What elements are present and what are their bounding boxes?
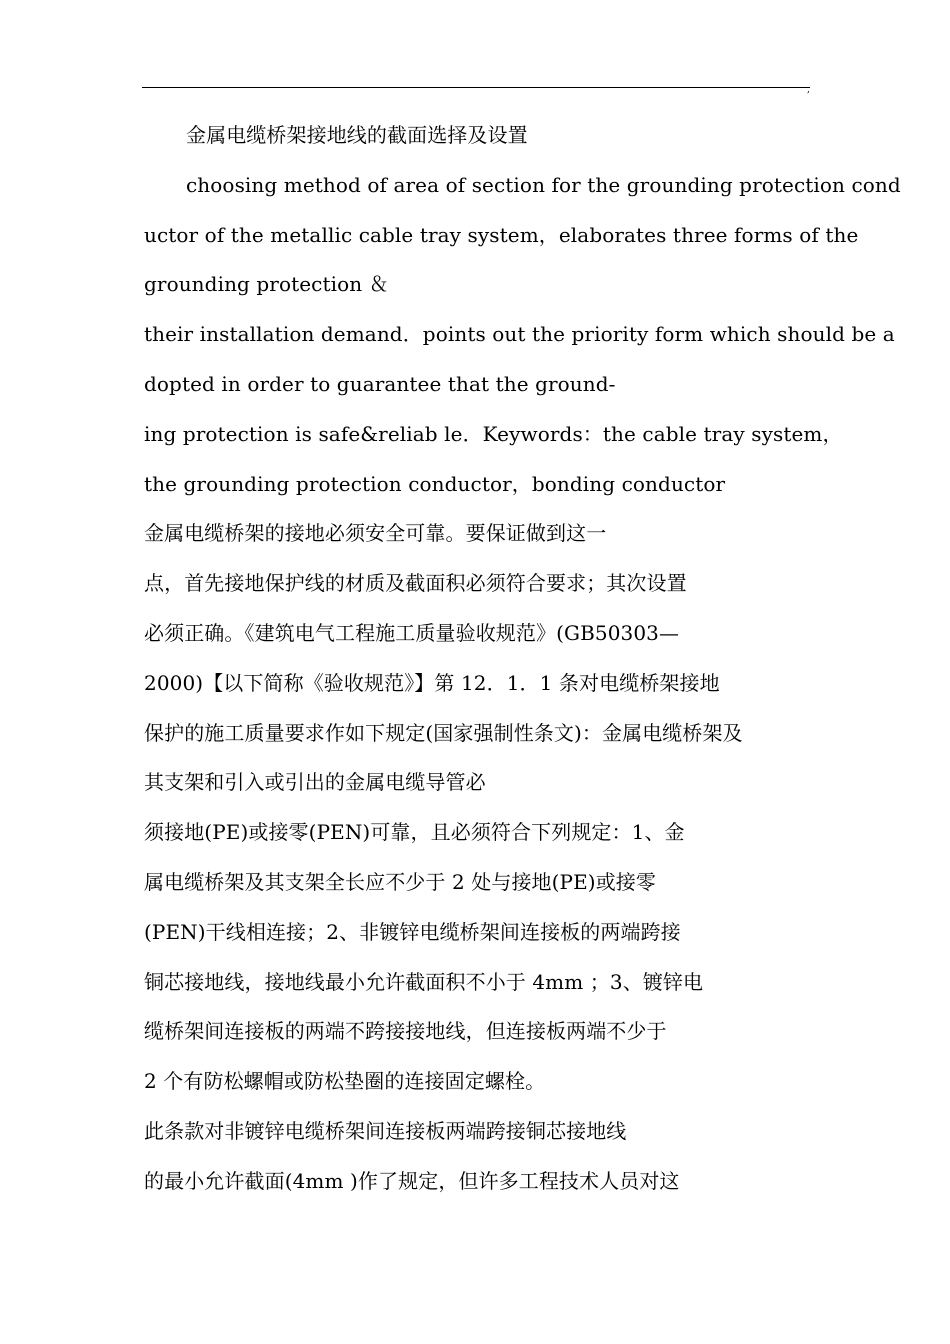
header-rule-mark: ,: [807, 85, 810, 95]
text-line: grounding protection ＆: [144, 272, 389, 297]
text-line: 2000)【以下简称《验收规范》】第 12．1．1 条对电缆桥架接地: [144, 670, 720, 695]
document-body: [144, 111, 901, 1207]
text-line: choosing method of area of section for the grounding protection cond: [186, 172, 901, 197]
text-line: uctor of the metallic cable tray system，elaborates three forms of the: [144, 222, 859, 247]
document-title: 金属电缆桥架接地线的截面选择及设置: [186, 123, 528, 147]
text-line: 其支架和引入或引出的金属电缆导管必: [144, 770, 486, 795]
text-line: 缆桥架间连接板的两端不跨接接地线，但连接板两端不少于: [144, 1019, 667, 1044]
text-line: 2 个有防松螺帽或防松垫圈的连接固定螺栓。: [144, 1069, 546, 1094]
header-rule: [142, 87, 810, 88]
text-line: the grounding protection conductor，bonding conductor: [144, 471, 726, 496]
text-line: 保护的施工质量要求作如下规定(国家强制性条文)：金属电缆桥架及: [144, 720, 743, 745]
text-line: 点，首先接地保护线的材质及截面积必须符合要求；其次设置: [144, 571, 687, 596]
text-line: their installation demand．points out the priority form which should be a: [144, 322, 895, 347]
text-line: 此条款对非镀锌电缆桥架间连接板两端跨接铜芯接地线: [144, 1118, 627, 1143]
text-line: 须接地(PE)或接零(PEN)可靠，且必须符合下列规定：1、金: [144, 820, 685, 845]
text-line: 必须正确。《建筑电气工程施工质量验收规范》(GB50303—: [144, 620, 680, 645]
text-line: 铜芯接地线，接地线最小允许截面积不小于 4mm ；3、镀锌电: [144, 969, 704, 994]
text-line: 属电缆桥架及其支架全长应不少于 2 处与接地(PE)或接零: [144, 869, 657, 894]
text-line: 金属电缆桥架的接地必须安全可靠。要保证做到这一: [144, 521, 607, 546]
text-line: (PEN)干线相连接；2、非镀锌电缆桥架间连接板的两端跨接: [144, 919, 681, 944]
text-line: dopted in order to guarantee that the ground-: [144, 371, 616, 396]
text-line: 的最小允许截面(4mm )作了规定，但许多工程技术人员对这: [144, 1168, 680, 1193]
text-line: ing protection is safe&reliab le．Keywords：the cable tray system，: [144, 421, 843, 446]
